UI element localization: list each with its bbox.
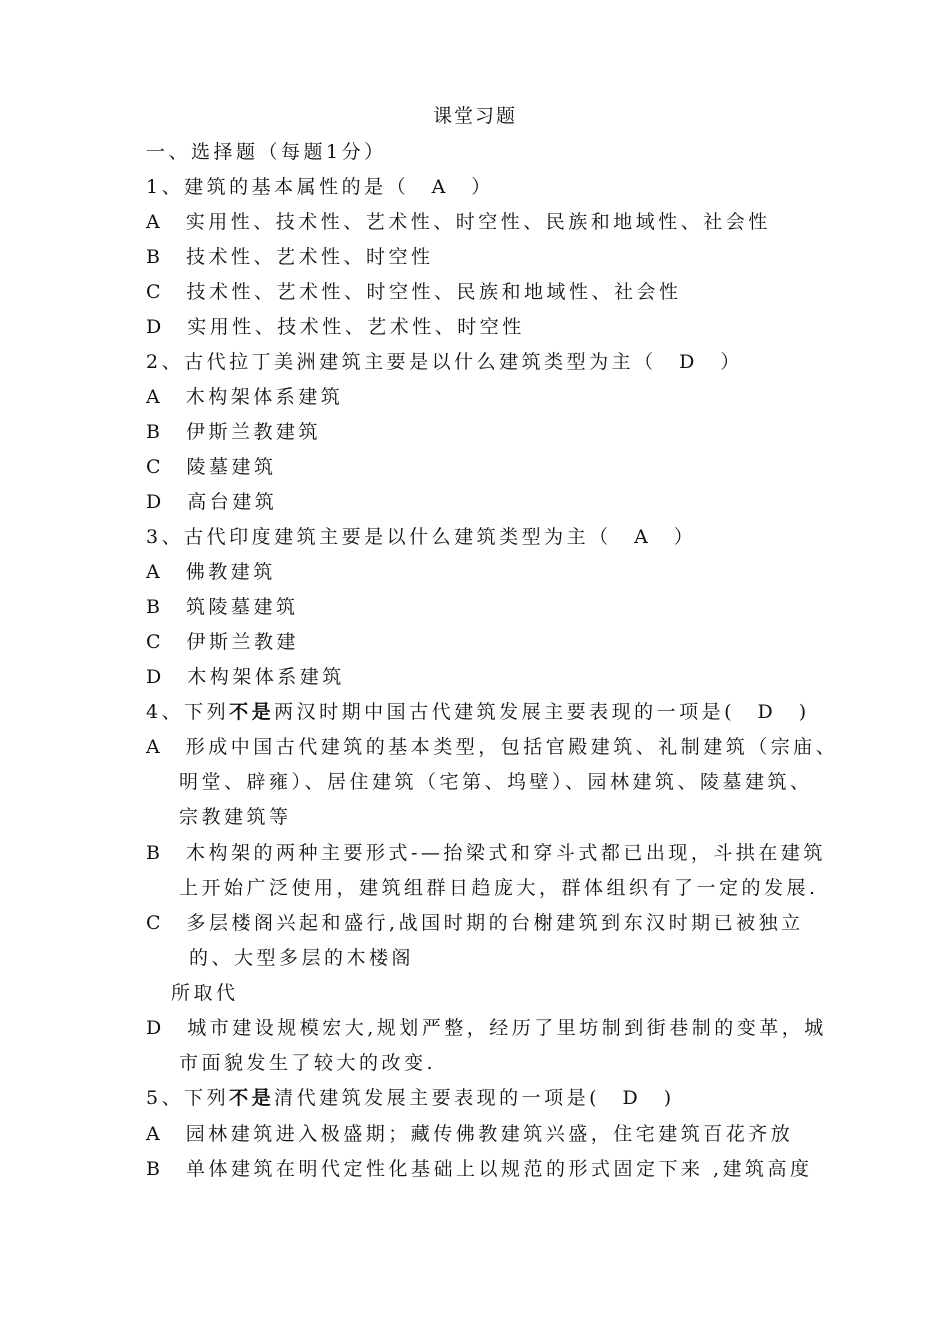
q1-option-c: C 技术性、艺术性、时空性、民族和地域性、社会性 (146, 281, 682, 303)
q4-stem-post: 两汉时期中国古代建筑发展主要表现的一项是( D ) (274, 701, 810, 723)
q4-stem-emphasis: 不是 (229, 701, 275, 723)
q2-option-b: B 伊斯兰教建筑 (146, 421, 321, 443)
q4-option-c-line2: 的、大型多层的木楼阁 (189, 947, 415, 969)
q1-option-d: D 实用性、技术性、艺术性、时空性 (146, 316, 525, 338)
q4-option-d-line2: 市面貌发生了较大的改变. (179, 1052, 437, 1074)
q5-stem (146, 1085, 675, 1111)
q2-option-a: A 木构架体系建筑 (146, 386, 344, 408)
q5-option-b: B 单体建筑在明代定性化基础上以规范的形式固定下来 ,建筑高度 (146, 1158, 813, 1180)
q4-option-a-line3: 宗教建筑等 (179, 806, 292, 828)
q1-option-a: A 实用性、技术性、艺术性、时空性、民族和地域性、社会性 (146, 211, 771, 233)
q2-stem: 2、古代拉丁美洲建筑主要是以什么建筑类型为主（ D ） (146, 351, 743, 373)
q4-option-a-line1: A 形成中国古代建筑的基本类型，包括官殿建筑、礼制建筑（宗庙、 (146, 736, 839, 758)
q4-option-c-line1: C 多层楼阁兴起和盛行,战国时期的台榭建筑到东汉时期已被独立 (146, 912, 804, 934)
q3-option-b: B 筑陵墓建筑 (146, 596, 299, 618)
q4-option-d-line1: D 城市建设规模宏大,规划严整，经历了里坊制到街巷制的变革，城 (146, 1017, 827, 1039)
q1-stem: 1、建筑的基本属性的是（ A ） (146, 176, 494, 198)
q5-stem-pre: 5、下列 (146, 1087, 230, 1109)
q3-option-a: A 佛教建筑 (146, 561, 276, 583)
section-heading: 一、选择题（每题1分） (146, 141, 387, 163)
q5-option-a: A 园林建筑进入极盛期；藏传佛教建筑兴盛，住宅建筑百花齐放 (146, 1123, 794, 1145)
q4-option-a-line2: 明堂、辟雍）、居住建筑（宅第、坞壁）、园林建筑、陵墓建筑、 (179, 771, 813, 793)
q3-option-d: D 木构架体系建筑 (146, 666, 345, 688)
q3-option-c: C 伊斯兰教建 (146, 631, 300, 653)
page-title: 课堂习题 (432, 105, 517, 127)
q2-option-d: D 高台建筑 (146, 491, 278, 513)
q4-option-b-line2: 上开始广泛使用，建筑组群日趋庞大，群体组织有了一定的发展. (179, 877, 819, 899)
q1-option-b: B 技术性、艺术性、时空性 (146, 246, 434, 268)
q4-option-c-line3: 所取代 (171, 982, 239, 1004)
q2-option-c: C 陵墓建筑 (146, 456, 277, 478)
q4-option-b-line1: B 木构架的两种主要形式-—抬梁式和穿斗式都已出现，斗拱在建筑 (146, 842, 826, 864)
q5-stem-emphasis: 不是 (229, 1087, 275, 1109)
q4-stem-pre: 4、下列 (146, 701, 230, 723)
q5-stem-post: 清代建筑发展主要表现的一项是( D ) (274, 1087, 675, 1109)
q3-stem: 3、古代印度建筑主要是以什么建筑类型为主（ A ） (146, 526, 697, 548)
q4-stem (146, 699, 810, 725)
